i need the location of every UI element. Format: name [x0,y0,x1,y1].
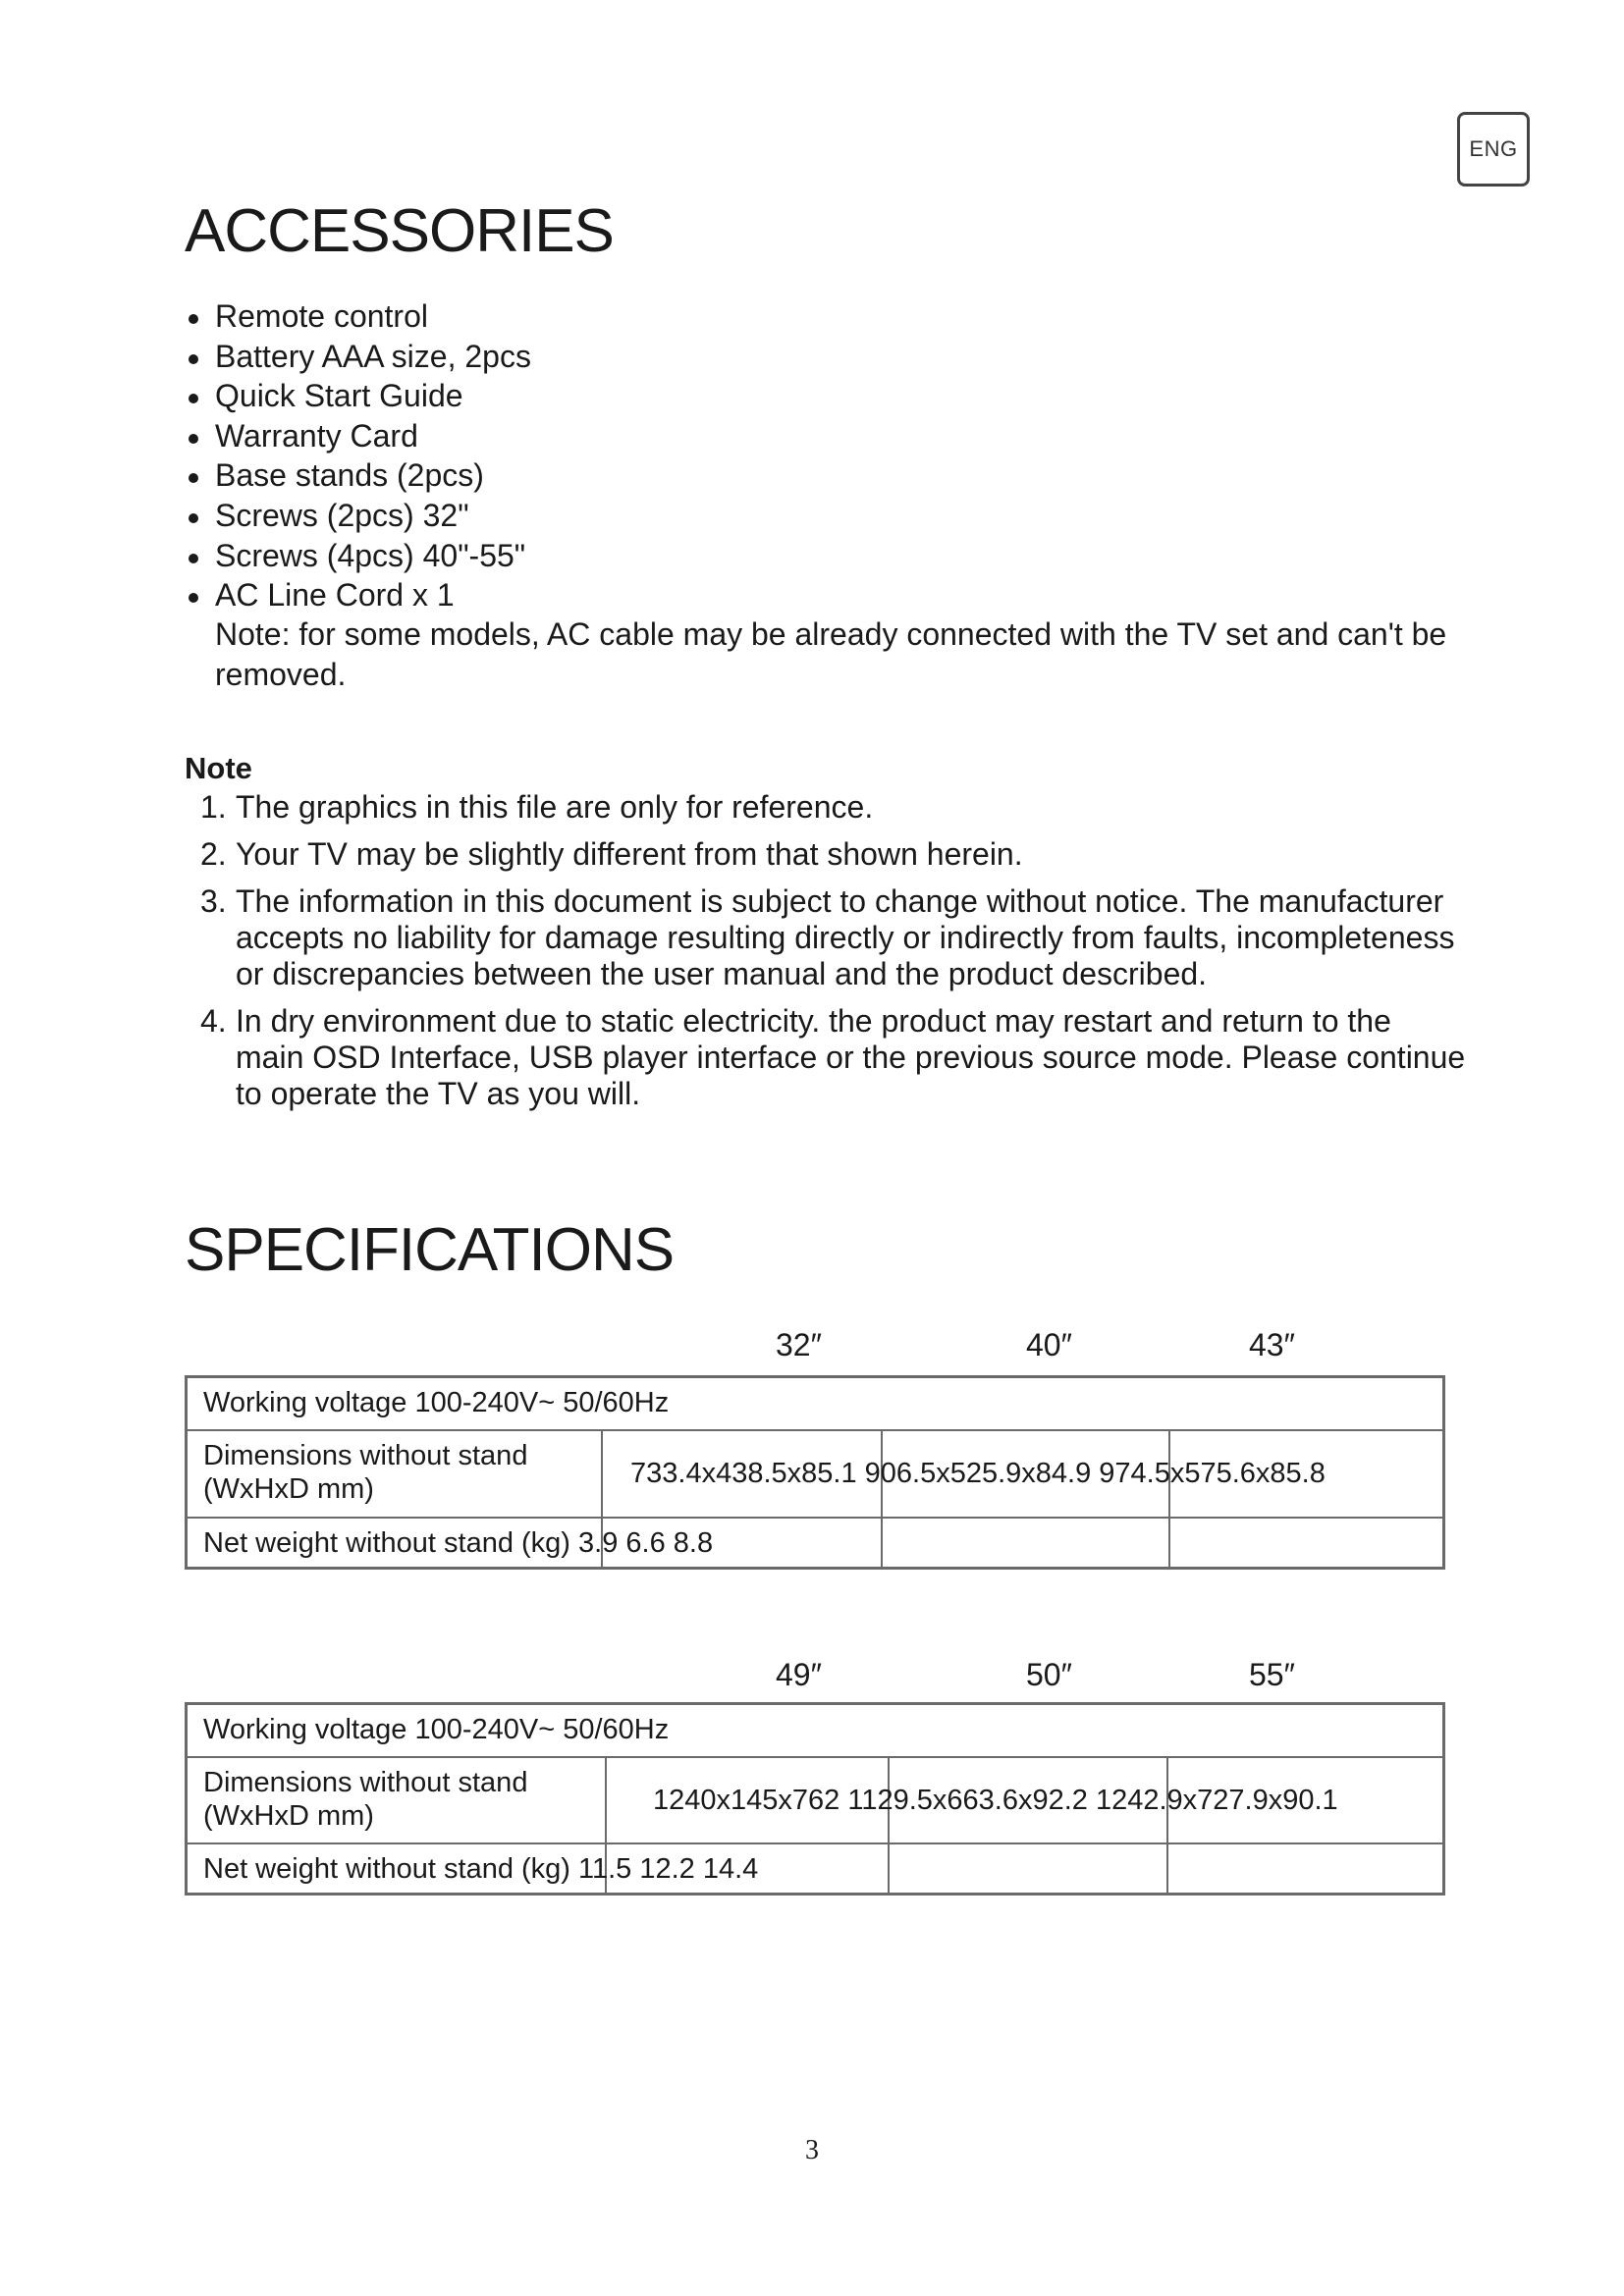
accessory-item: Battery AAA size, 2pcs [185,337,1461,377]
dimensions-label: Dimensions without stand (WxHxD mm) [203,1767,528,1832]
size-header: 40″ [1026,1327,1072,1362]
note-number: 3. [200,883,227,919]
weight-row [188,1517,1442,1567]
dimensions-values: 1240x145x762 1129.5x663.6x92.2 1242.9x727.9x90.1 [653,1785,1338,1816]
dimensions-row [188,1429,1442,1517]
page-number: 3 [805,2135,819,2165]
accessories-title: ACCESSORIES [185,197,614,265]
note-text: In dry environment due to static electricity. the product may restart and return to the main OSD Interface, USB player interface or the previous source mode. Please continue to operate the TV as you will. [236,1003,1466,1111]
cell-divider [605,1758,607,1842]
dimensions-values: 733.4x438.5x85.1 906.5x525.9x84.9 974.5x575.6x85.8 [630,1458,1326,1489]
dimensions-row [188,1756,1442,1842]
accessories-list [185,296,1461,615]
language-badge: ENG [1457,112,1530,187]
voltage-row [188,1378,1442,1429]
accessory-item: Remote control [185,296,1461,337]
note-list [200,789,1467,1123]
weight-text: Net weight without stand (kg) 3.9 6.6 8.8 [203,1527,714,1559]
size-header: 43″ [1249,1327,1295,1362]
note-item [200,789,1467,826]
ac-cord-note: Note: for some models, AC cable may be already connected with the TV set and can't be removed. [215,616,1447,692]
accessory-item: Screws (2pcs) 32" [185,496,1461,536]
accessory-item: Screws (4pcs) 40"-55" [185,536,1461,576]
note-text: The graphics in this file are only for reference. [236,789,874,825]
size-header: 50″ [1026,1657,1072,1692]
voltage-text: Working voltage 100-240V~ 50/60Hz [203,1714,670,1745]
cell-divider [888,1844,890,1893]
note-number: 1. [200,789,227,825]
cell-divider [1168,1519,1170,1567]
voltage-row [188,1705,1442,1756]
cell-divider [881,1519,883,1567]
size-header: 32″ [776,1327,822,1362]
specifications-title: SPECIFICATIONS [185,1216,675,1284]
weight-text: Net weight without stand (kg) 11.5 12.2 14.4 [203,1853,759,1885]
note-text: The information in this document is subject to change without notice. The manufacturer accepts no liability for damage resulting directly or indirectly from faults, incompleteness or discrepancies between the user manual and the product described. [236,883,1455,991]
spec-table [185,1375,1445,1570]
size-header: 49″ [776,1657,822,1692]
voltage-text: Working voltage 100-240V~ 50/60Hz [203,1387,670,1418]
note-number: 4. [200,1003,227,1039]
cell-divider [1166,1844,1168,1893]
accessory-item: Warranty Card [185,416,1461,456]
note-item [200,836,1467,873]
accessory-item: AC Line Cord x 1 [185,575,1461,615]
accessory-item: Base stands (2pcs) [185,455,1461,496]
cell-divider [601,1431,603,1517]
note-item [200,1003,1467,1112]
size-header: 55″ [1249,1657,1295,1692]
spec-table [185,1702,1445,1896]
accessory-item: Quick Start Guide [185,376,1461,416]
note-heading: Note [185,751,252,785]
weight-row [188,1842,1442,1893]
note-text: Your TV may be slightly different from that shown herein. [236,836,1023,872]
dimensions-label: Dimensions without stand (WxHxD mm) [203,1440,528,1505]
note-number: 2. [200,836,227,872]
note-item [200,883,1467,992]
